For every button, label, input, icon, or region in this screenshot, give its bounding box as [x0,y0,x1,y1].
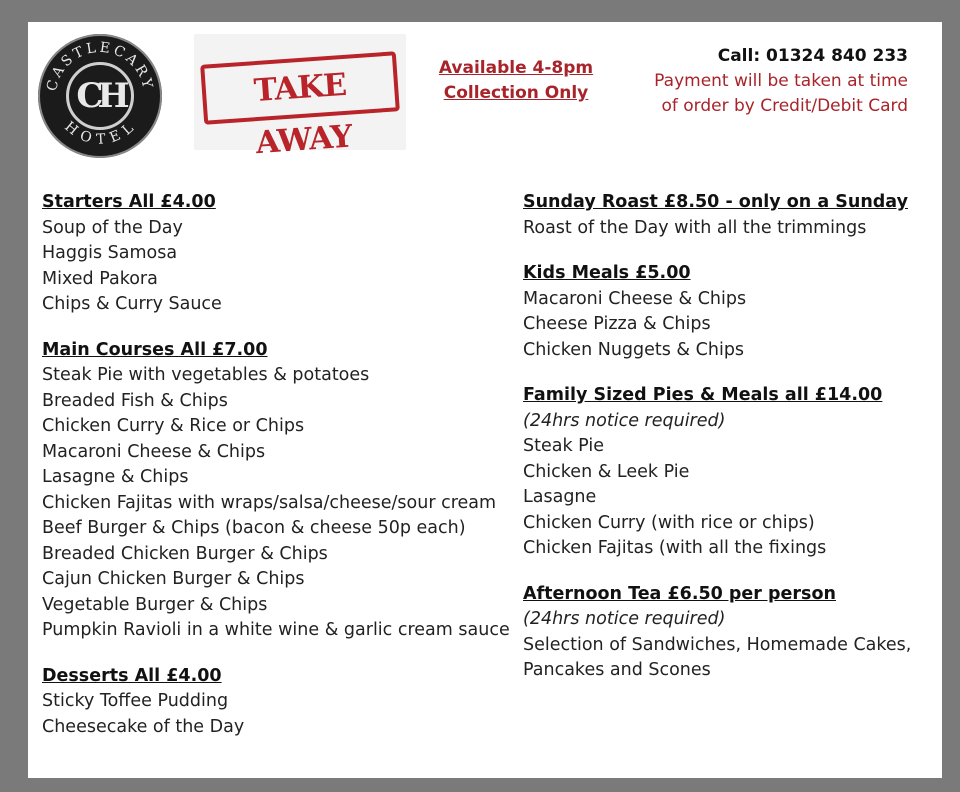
menu-section [42,338,512,644]
menu-item: Beef Burger & Chips (bacon & cheese 50p each) [42,518,466,538]
logo-top-text: CASTLECARY [44,39,156,93]
section-title: Afternoon Tea £6.50 per person [523,583,836,604]
menu-item: Chicken Curry & Rice or Chips [42,416,305,436]
section-title: Desserts All £4.00 [42,665,222,686]
menu-item: Chicken Fajitas (with all the fixings [523,538,827,558]
menu-section [523,582,933,684]
take-away-stamp-image [194,34,406,162]
payment-line-1: Payment will be taken at time [654,71,908,91]
menu-item: Sticky Toffee Pudding [42,691,229,711]
menu-section [523,383,933,562]
logo-monogram: CH [76,76,124,116]
menu-item: Chicken Curry (with rice or chips) [523,512,815,533]
availability-hours: Available 4-8pm [438,58,594,78]
menu-item: Chicken Nuggets & Chips [523,339,745,360]
collection-only: Collection Only [443,83,589,103]
menu-item: Macaroni Cheese & Chips [42,441,266,462]
menu-item: Haggis Samosa [42,243,178,263]
phone-number: Call: 01324 840 233 [717,46,908,66]
menu-item: Pancakes and Scones [523,660,711,680]
contact-info [608,44,908,119]
logo-bottom-text: HOTEL [61,118,139,148]
castlecary-hotel-logo [38,34,162,158]
menu-item: Lasagne [523,487,597,507]
notice-note: (24hrs notice required) [523,410,726,431]
menu-section [42,190,512,318]
menu-section [523,261,933,363]
menu-item: Mixed Pakora [42,268,158,289]
availability-info [428,56,604,106]
menu-section [523,190,933,241]
menu-item: Vegetable Burger & Chips [42,594,268,615]
menu-item: Selection of Sandwiches, Homemade Cakes, [523,634,912,655]
section-title: Sunday Roast £8.50 - only on a Sunday [523,192,908,212]
menu-item: Macaroni Cheese & Chips [523,288,747,309]
menu-item: Chicken & Leek Pie [523,461,690,482]
menu-item: Steak Pie [523,436,604,456]
menu-item: Pumpkin Ravioli in a white wine & garlic cream sauce [42,620,510,640]
menu-section [42,664,512,741]
menu-item: Cheese Pizza & Chips [523,314,711,334]
menu-item: Cheesecake of the Day [42,716,245,737]
menu-item: Breaded Fish & Chips [42,390,228,411]
notice-note: (24hrs notice required) [523,609,726,629]
section-title: Family Sized Pies & Meals all £14.00 [523,385,883,405]
menu-item: Lasagne & Chips [42,467,189,487]
menu-right-column [523,190,933,704]
take-away-stamp: TAKE AWAY [200,51,400,125]
section-title: Kids Meals £5.00 [523,263,691,283]
menu-left-column [42,190,512,760]
section-title: Starters All £4.00 [42,192,216,212]
menu-item: Roast of the Day with all the trimmings [523,217,867,238]
menu-sheet [28,22,942,778]
section-title: Main Courses All £7.00 [42,339,268,360]
menu-item: Breaded Chicken Burger & Chips [42,543,328,564]
menu-item: Chicken Fajitas with wraps/salsa/cheese/sour cream [42,492,497,513]
menu-item: Cajun Chicken Burger & Chips [42,569,305,589]
menu-item: Soup of the Day [42,217,183,238]
menu-item: Steak Pie with vegetables & potatoes [42,365,370,385]
payment-line-2: of order by Credit/Debit Card [661,96,908,116]
menu-item: Chips & Curry Sauce [42,294,222,314]
